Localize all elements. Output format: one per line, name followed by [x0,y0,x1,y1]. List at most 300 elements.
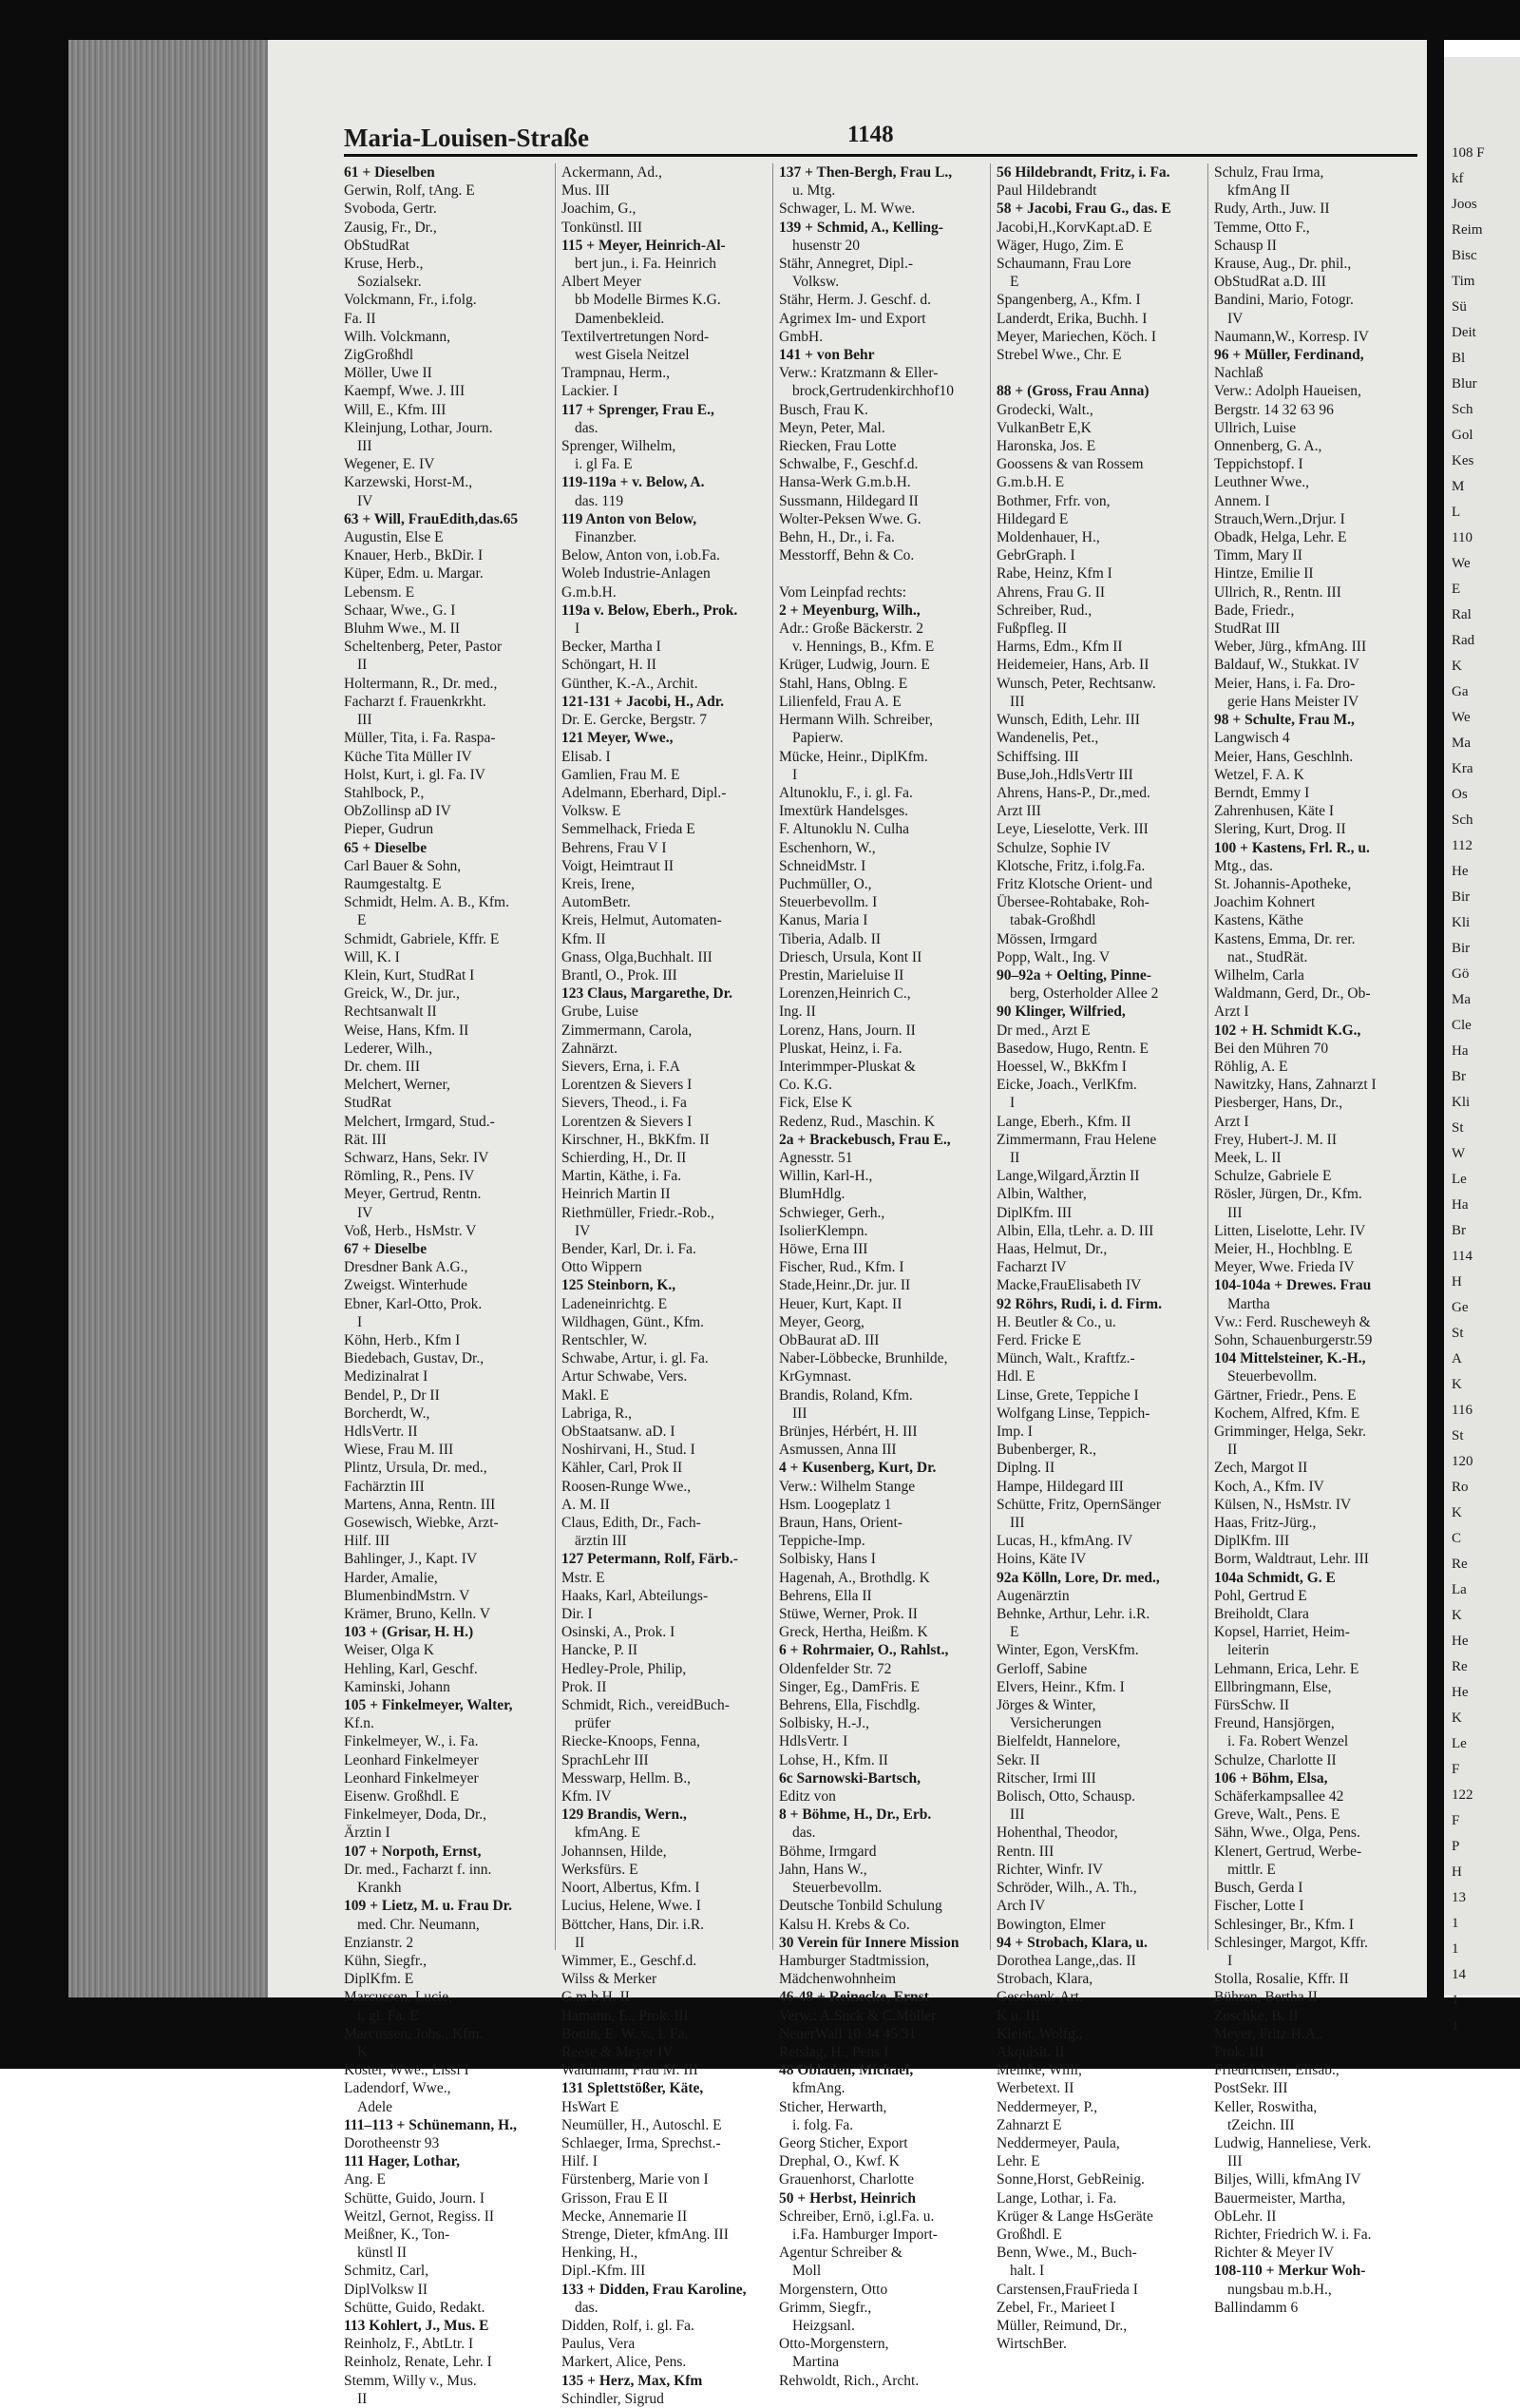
right-page-stub: Sü [1452,299,1467,315]
directory-entry: Lorenz, Hans, Journ. II [779,1022,916,1039]
directory-entry: Günther, K.-A., Archit. [561,675,698,692]
directory-entry: 8 + Böhme, H., Dr., Erb. [779,1806,932,1824]
directory-entry: Kreis, Helmut, Automaten- [561,912,722,929]
directory-entry: Steuerbevollm. I [779,894,878,911]
directory-entry: Martha [1227,1295,1270,1312]
directory-entry: Kleist, Wolfg., [997,2025,1083,2042]
directory-entry: 109 + Lietz, M. u. Frau Dr. [344,1898,513,1915]
directory-entry: Lorentzen & Sievers I [561,1113,693,1130]
right-page-stub: 14 [1452,1967,1466,1982]
directory-entry: Greve, Walt., Pens. E [1214,1806,1340,1824]
directory-entry: Ackermann, Ad., [561,164,662,181]
right-page-stub: Gol [1452,428,1473,443]
directory-entry: Schiffsing. III [997,748,1079,765]
directory-entry: Dr. med., Facharzt f. inn. [344,1861,492,1878]
directory-entry: Lebensm. E [344,583,415,601]
directory-entry: med. Chr. Neumann, [357,1916,480,1933]
directory-entry: 119 Anton von Below, [561,510,697,527]
right-page-stub: He [1452,1634,1469,1649]
right-page-stub: 116 [1452,1403,1472,1418]
directory-entry: I [1227,1952,1233,1969]
directory-entry: Großhdl. E [997,2226,1062,2243]
directory-entry: III [1227,2153,1243,2170]
directory-entry: III [357,438,372,455]
directory-entry: III [792,1405,808,1422]
directory-entry: 141 + von Behr [779,347,875,364]
directory-entry: Ahrens, Hans-P., Dr.,med. [997,784,1150,801]
directory-entry: Verw.: A.Suck & C.Möller [779,2007,937,2024]
directory-entry: HsWart E [561,2098,619,2115]
directory-entry: Riethmüller, Friedr.-Rob., [561,1204,714,1221]
directory-entry: 63 + Will, FrauEdith,das.65 [344,510,519,527]
directory-entry: Zimmermann, Frau Helene [997,1131,1157,1148]
directory-entry: Wäger, Hugo, Zim. E [997,237,1124,254]
directory-entry: Schulz, Frau Irma, [1214,164,1324,181]
directory-entry: 103 + (Grisar, H. H.) [344,1624,474,1641]
directory-entry: 90–92a + Oelting, Pinne- [997,966,1151,984]
directory-entry: Noshirvani, H., Stud. I [561,1442,695,1459]
directory-entry: Eisenw. Großhdl. E [344,1788,460,1806]
directory-entry: 104a Schmidt, G. E [1214,1569,1336,1586]
directory-entry: Will, E., Kfm. III [344,401,446,418]
directory-entry: Albin, Ella, tLehr. a. D. III [997,1222,1154,1239]
directory-entry: Dorothea Lange,,das. II [997,1952,1136,1969]
directory-entry: Meier, Hans, i. Fa. Dro- [1214,675,1356,692]
directory-entry: Hansa-Werk G.m.b.H. [779,474,911,491]
right-page-stub: St [1452,1326,1464,1341]
directory-entry: Hohenthal, Theodor, [997,1825,1118,1842]
directory-entry: Schmidt, Rich., vereidBuch- [561,1697,730,1714]
right-page-stub: 1 [1452,1993,1459,2008]
directory-entry: Hdl. E [997,1368,1036,1386]
right-page-stub: 122 [1452,1787,1473,1803]
directory-entry: ObStudRat [344,237,409,254]
directory-entry: Ellbringmann, Else, [1214,1678,1332,1695]
directory-entry: Hoins, Käte IV [997,1551,1087,1568]
directory-entry: Stahlbock, P., [344,784,425,801]
directory-entry: tZeichn. III [1227,2116,1295,2133]
directory-entry: Elvers, Heinr., Kfm. I [997,1678,1125,1695]
directory-entry: Haronska, Jos. E [997,438,1096,455]
directory-entry: 119a v. Below, Eberh., Prok. [561,602,738,619]
directory-entry: Hintze, Emilie II [1214,565,1314,583]
directory-entry: Zoschke, B. II [1214,2007,1299,2024]
directory-entry: Melchert, Werner, [344,1077,450,1094]
directory-entry: 46-48 + Reinecke, Ernst [779,1989,929,2006]
directory-entry: I [792,766,798,783]
directory-entry: Münch, Walt., Kraftfz.- [997,1350,1135,1367]
directory-entry: Bluhm Wwe., M. II [344,621,460,638]
directory-entry: Hermann Wilh. Schreiber, [779,712,934,729]
directory-entry: Arzt III [997,803,1041,820]
directory-entry: Schäferkampsallee 42 [1214,1788,1344,1806]
directory-entry: Wandenelis, Pet., [997,730,1099,747]
directory-entry: Tiberia, Adalb. II [779,930,882,947]
directory-entry: Nawitzky, Hans, Zahnarzt I [1214,1077,1377,1094]
directory-entry: Meier, Hans, Geschlnh. [1214,748,1354,765]
directory-entry: Brandis, Roland, Kfm. [779,1386,913,1404]
directory-entry: Zech, Margot II [1214,1460,1308,1477]
directory-entry: Kopsel, Harriet, Heim- [1214,1624,1350,1641]
right-page-stub: Ge [1452,1300,1469,1315]
directory-entry: Müller, Reimund, Dr., [997,2317,1128,2334]
directory-entry: Piesberger, Hans, Dr., [1214,1095,1343,1112]
directory-entry: Gosewisch, Wiebke, Arzt- [344,1515,499,1532]
directory-entry: Waldmann, Gerd, Dr., Ob- [1214,985,1371,1003]
directory-entry: Hilf. I [561,2153,598,2170]
directory-entry: Dresdner Bank A.G., [344,1259,468,1276]
directory-entry: Voigt, Heimtraut II [561,857,674,874]
directory-entry: Weise, Hans, Kfm. II [344,1022,469,1039]
right-page-stub: H [1452,1274,1462,1290]
directory-entry: Küper, Edm. u. Margar. [344,565,484,583]
directory-entry: Holtermann, R., Dr. med., [344,675,498,692]
directory-entry: Facharzt f. Frauenkrkht. [344,693,486,710]
directory-entry: u. Mtg. [792,182,836,200]
directory-entry: Krankh [357,1880,402,1897]
directory-entry: Schausp II [1214,237,1277,254]
directory-entry: Slering, Kurt, Drog. II [1214,821,1346,838]
directory-entry: Sievers, Theod., i. Fa [561,1095,687,1112]
directory-entry: Küche Tita Müller IV [344,748,472,765]
directory-entry: Neddermeyer, P., [997,2098,1098,2115]
directory-entry: Fürstenberg, Marie von I [561,2171,709,2188]
directory-entry: Külsen, N., HsMstr. IV [1214,1496,1352,1513]
directory-entry: Wunsch, Peter, Rechtsanw. [997,675,1156,692]
right-page-stub: Ro [1452,1480,1469,1495]
directory-entry: Ferd. Fricke E [997,1332,1082,1348]
right-page-stub: Ma [1452,992,1471,1007]
directory-entry: das. [792,1825,816,1842]
directory-entry: Bahlinger, J., Kapt. IV [344,1551,478,1568]
directory-entry: bert jun., i. Fa. Heinrich [575,256,716,273]
directory-entry: Lange, Eberh., Kfm. II [997,1113,1131,1130]
directory-entry: Verw.: Adolph Haueisen, [1214,383,1361,400]
directory-entry: Weber, Jürg., kfmAng. III [1214,639,1367,656]
directory-entry: Heuer, Kurt, Kapt. II [779,1295,902,1312]
directory-entry: GmbH. [779,328,824,345]
directory-entry: Wunsch, Edith, Lehr. III [997,712,1140,729]
directory-entry: 135 + Herz, Max, Kfm [561,2372,703,2389]
right-page-stub: F [1452,1762,1460,1777]
directory-entry: Krüger & Lange HsGeräte [997,2207,1153,2225]
directory-entry: 119-119a + v. Below, A. [561,474,705,491]
directory-entry: das. [575,419,598,436]
directory-entry: Behrens, Ella, Fischdlg. [779,1697,921,1714]
right-page-stub: Le [1452,1172,1467,1187]
directory-entry: Stade,Heinr.,Dr. jur. II [779,1277,911,1294]
directory-entry: Singer, Eg., DamFris. E [779,1678,920,1695]
right-page-stub: K [1452,1710,1462,1726]
directory-entry: Gamlien, Frau M. E [561,766,680,783]
directory-entry: Martin, Käthe, i. Fa. [561,1168,682,1185]
directory-entry: III [1227,1204,1243,1221]
directory-entry: Below, Anton von, i.ob.Fa. [561,547,720,564]
right-page-stub: Br [1452,1069,1466,1084]
directory-entry: Kreis, Irene, [561,875,636,892]
directory-entry: 105 + Finkelmeyer, Walter, [344,1697,513,1714]
directory-entry: Schlesinger, Margot, Kffr. [1214,1934,1368,1951]
directory-entry: Schwabe, Artur, i. gl. Fa. [561,1350,709,1367]
directory-entry: DiplKfm. E [344,1971,414,1988]
directory-entry: 94 + Strobach, Klara, u. [997,1934,1148,1951]
directory-entry: Wilh. Volckmann, [344,328,451,345]
directory-entry: Kastens, Käthe [1214,912,1303,929]
directory-entry: Hedley-Prole, Philip, [561,1660,687,1677]
directory-entry: Teppichstopf. I [1214,456,1303,473]
directory-entry: mittlr. E [1227,1861,1276,1878]
directory-entry: Arch IV [997,1898,1046,1915]
directory-entry: Ing. II [779,1003,816,1021]
directory-entry: Weitzl, Gernot, Regiss. II [344,2207,495,2225]
right-page-stub: 114 [1452,1249,1472,1264]
directory-entry: Kühn, Siegfr., [344,1952,427,1969]
directory-entry: 2a + Brackebusch, Frau E., [779,1131,951,1148]
directory-column-5 [1207,163,1417,2316]
directory-entry: Lorentzen & Sievers I [561,1077,693,1094]
directory-entry: Knauer, Herb., BkDir. I [344,547,484,564]
directory-entry: 117 + Sprenger, Frau E., [561,401,714,418]
right-page-stub: W [1452,1146,1466,1161]
directory-entry: Adelmann, Eberhard, Dipl.- [561,784,727,801]
directory-entry: Lohse, H., Kfm. II [779,1751,888,1768]
directory-entry: Didden, Rolf, i. gl. Fa. [561,2317,694,2334]
directory-entry: StudRat [344,1095,391,1112]
directory-entry: 61 + Dieselben [344,164,435,181]
directory-entry: Keller, Roswitha, [1214,2098,1318,2115]
directory-entry: Semmelhack, Frieda E [561,821,695,838]
directory-entry: Verw.: Kratzmann & Eller- [779,365,939,382]
directory-entry: Naber-Löbbecke, Brunhilde, [779,1350,948,1367]
directory-entry [779,564,982,583]
directory-entry: Retslag, H., Pens I [779,2043,889,2060]
directory-entry: Vw.: Ferd. Ruscheweyh & [1214,1313,1371,1330]
right-page-stub: 13 [1452,1890,1466,1905]
directory-entry: Bolisch, Otto, Schausp. [997,1788,1135,1806]
directory-entry: Elisab. I [561,748,611,765]
directory-entry: ObZollinsp aD IV [344,803,451,820]
directory-entry: Fischer, Rud., Kfm. I [779,1259,904,1276]
directory-entry: GebrGraph. I [997,547,1075,564]
directory-entry: II [357,2390,368,2407]
directory-entry: Schütte, Guido, Redakt. [344,2299,485,2316]
directory-entry: Berndt, Emmy I [1214,784,1310,801]
directory-columns [344,163,1417,2407]
directory-entry: Römling, R., Pens. IV [344,1168,475,1185]
directory-entry: tabak-Großhdl [1010,912,1096,929]
directory-entry: Zahnärzt. [561,1040,618,1057]
directory-entry: IsolierKlempn. [779,1222,868,1239]
directory-entry: Freund, Hansjörgen, [1214,1715,1335,1732]
directory-entry: prüfer [575,1715,611,1732]
directory-entry: II [575,1934,585,1951]
directory-entry: Ladeneinrichtg. E [561,1295,668,1312]
directory-entry: 131 Splettstößer, Käte, [561,2080,704,2097]
directory-entry: 115 + Meyer, Heinrich-Al- [561,237,726,254]
directory-entry: Kochem, Alfred, Kfm. E [1214,1405,1360,1422]
directory-entry: 104 Mittelsteiner, K.-H., [1214,1350,1366,1367]
directory-entry: Solbisky, H.-J., [779,1715,870,1732]
directory-entry: Mädchenwohnheim [779,1971,897,1988]
directory-entry: Augenärztin [997,1587,1070,1604]
directory-entry: Dipl.-Kfm. III [561,2263,646,2280]
directory-entry: Litten, Liselotte, Lehr. IV [1214,1222,1366,1239]
right-page-stub: Sch [1452,402,1473,417]
directory-entry: Mücke, Heinr., DiplKfm. [779,748,928,765]
directory-entry: I [357,1313,363,1330]
directory-entry: St. Johannis-Apotheke, [1214,875,1352,892]
directory-entry: Solbisky, Hans I [779,1551,876,1568]
directory-entry: Wimmer, E., Geschf.d. [561,1952,697,1969]
directory-entry: Rehwoldt, Rich., Archt. [779,2372,920,2389]
directory-entry: Svoboda, Gertr. [344,201,437,218]
directory-entry: Ullrich, Luise [1214,419,1297,436]
directory-entry: Biedebach, Gustav, Dr., [344,1350,484,1367]
directory-entry: Kastens, Emma, Dr. rer. [1214,930,1356,947]
directory-entry: Meißner, K., Ton- [344,2226,450,2243]
directory-entry: Harms, Edm., Kfm II [997,639,1123,656]
directory-entry: Brantl, O., Prok. III [561,966,677,984]
directory-entry: Neumüller, H., Autoschl. E [561,2116,722,2133]
directory-entry: IV [357,1204,373,1221]
right-page-stub: Ha [1452,1043,1469,1059]
directory-entry: Messwarp, Hellm. B., [561,1769,692,1787]
directory-entry: Pluskat, Heinz, i. Fa. [779,1040,902,1057]
directory-entry: Braun, Hans, Orient- [779,1515,902,1532]
right-page-stub: Deit [1452,325,1476,340]
directory-entry: Henking, H., [561,2245,638,2262]
directory-entry: Kaempf, Wwe. J. III [344,383,466,400]
directory-entry: Wegener, E. IV [344,456,435,473]
directory-entry: Eschenhorn, W., [779,839,876,856]
directory-entry: Biljes, Willi, kfmAng IV [1214,2171,1361,2188]
right-page-stub: 1 [1452,1941,1459,1957]
directory-entry: Zimmermann, Carola, [561,1022,693,1039]
directory-entry: 67 + Dieselbe [344,1240,428,1257]
directory-entry: Dr. E. Gercke, Bergstr. 7 [561,712,707,729]
directory-entry: Wolter-Peksen Wwe. G. [779,510,922,527]
directory-entry: BlumHdlg. [779,1186,846,1203]
right-page-stub: Gö [1452,966,1470,982]
directory-entry: 56 Hildebrandt, Fritz, i. Fa. [997,164,1170,181]
directory-entry: Busch, Gerda I [1214,1880,1303,1897]
directory-entry: Riecke-Knoops, Fenna, [561,1733,700,1750]
directory-entry: Benn, Wwe., M., Buch- [997,2245,1137,2262]
directory-entry: Heinrich Martin II [561,1186,671,1203]
directory-entry: Kfm. IV [561,1788,612,1806]
directory-entry: Hehling, Karl, Geschf. [344,1660,478,1677]
directory-entry: Bowington, Elmer [997,1916,1106,1933]
directory-entry: Schaumann, Frau Lore [997,256,1131,273]
directory-entry: Richter, Winfr. IV [997,1861,1104,1878]
directory-entry: Imp. I [997,1424,1033,1441]
directory-entry: 4 + Kusenberg, Kurt, Dr. [779,1460,937,1477]
directory-entry: 125 Steinborn, K., [561,1277,676,1294]
directory-entry: west Gisela Neitzel [575,347,690,364]
directory-entry: Stüwe, Werner, Prok. II [779,1606,918,1623]
directory-entry: Drephal, O., Kwf. K [779,2153,900,2170]
directory-entry: 65 + Dieselbe [344,839,428,856]
directory-entry: Teppiche-Imp. [779,1533,865,1550]
directory-column-2 [555,163,765,2407]
directory-entry: Hamburger Stadtmission, [779,1952,930,1969]
directory-entry: 98 + Schulte, Frau M., [1214,712,1355,729]
directory-entry: Ahrens, Frau G. II [997,583,1106,601]
directory-entry: Behrens, Frau V I [561,839,667,856]
directory-entry: Asmussen, Anna III [779,1442,897,1459]
directory-entry: Übersee-Rohtabake, Roh- [997,894,1150,911]
directory-entry: Moldenhauer, H., [997,529,1100,546]
directory-entry: Steuerbevollm. [1227,1368,1318,1386]
directory-entry: Bothmer, Frfr. von, [997,492,1111,509]
directory-entry: E [357,912,367,929]
scan-border-top [0,0,1520,40]
directory-entry: Agentur Schreiber & [779,2245,902,2262]
directory-entry: gerie Hans Meister IV [1227,693,1359,710]
directory-entry: Bender, Karl, Dr. i. Fa. [561,1240,696,1257]
directory-entry: Textilvertretungen Nord- [561,328,710,345]
directory-entry: Noort, Albertus, Kfm. I [561,1880,700,1897]
directory-entry: Sekr. II [997,1751,1040,1768]
directory-entry: kfmAng. E [575,1825,640,1842]
directory-entry: Reinholz, Renate, Lehr. I [344,2354,492,2371]
directory-entry: Agrimex Im- und Export [779,310,926,327]
directory-entry: Lange, Lothar, i. Fa. [997,2189,1117,2207]
directory-entry: Busch, Frau K. [779,401,868,418]
directory-entry: Hampe, Hildegard III [997,1478,1124,1495]
directory-entry: Timm, Mary II [1214,547,1302,564]
directory-entry: Scheltenberg, Peter, Pastor [344,639,503,656]
right-page-stub: St [1452,1428,1464,1443]
directory-entry: Prestin, Marieluise II [779,966,904,984]
directory-entry: Lange,Wilgard,Ärztin II [997,1168,1140,1185]
directory-entry: Otto-Morgenstern, [779,2336,889,2353]
directory-entry: WirtschBer. [997,2336,1067,2353]
directory-entry: Pieper, Gudrun [344,821,434,838]
directory-entry: Lackier. I [561,383,618,400]
directory-entry: 2 + Meyenburg, Wilh., [779,602,921,619]
directory-entry: Prok. III [1214,2043,1264,2060]
directory-entry: Riecken, Frau Lotte [779,438,897,455]
directory-entry: Fritz Klotsche Orient- und [997,875,1153,892]
directory-entry: Georg Sticher, Export [779,2134,908,2151]
directory-entry: Höwe, Erna III [779,1240,868,1257]
right-page-stub: Kra [1452,761,1473,776]
directory-entry: Labriga, R., [561,1405,633,1422]
directory-entry: StudRat III [1214,621,1281,638]
directory-entry: Meyer, Georg, [779,1313,864,1330]
directory-entry: 133 + Didden, Frau Karoline, [561,2281,747,2298]
right-page-stub: 1 [1452,2018,1459,2034]
directory-entry: Albert Meyer [561,274,641,291]
directory-entry: Behrens, Ella II [779,1587,872,1604]
directory-entry: Baldauf, W., Stukkat. IV [1214,657,1359,674]
directory-entry: Kähler, Carl, Prok II [561,1460,683,1477]
directory-entry: Voß, Herb., HsMstr. V [344,1222,477,1239]
right-page-stub: Reim [1452,222,1483,238]
directory-entry: Annem. I [1214,492,1270,509]
directory-entry: Martina [792,2354,840,2371]
directory-entry: Basedow, Hugo, Rentn. E [997,1040,1150,1057]
directory-entry: Rentn. III [997,1843,1054,1860]
directory-entry: Friedrichsen, Elisab., [1214,2062,1340,2079]
directory-entry: Steuerbevollm. [792,1880,883,1897]
directory-entry: Albin, Walther, [997,1186,1087,1203]
directory-entry: Diplng. II [997,1460,1055,1477]
directory-entry: Interimmper-Pluskat & [779,1058,916,1075]
directory-entry: Greck, Hertha, Heißm. K [779,1624,928,1641]
directory-entry: A. M. II [561,1496,610,1513]
